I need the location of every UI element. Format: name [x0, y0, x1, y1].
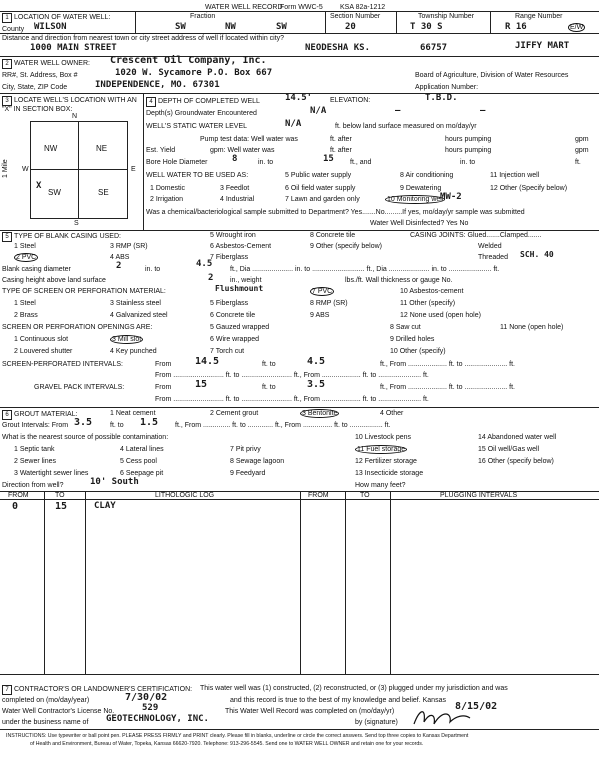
address-label: RR#, St. Address, Box # — [2, 72, 78, 79]
cert-signature-label: by (signature) — [355, 719, 398, 726]
contam-other[interactable]: 16 Other (specify below) — [478, 458, 554, 465]
grout-neat[interactable]: 1 Neat cement — [110, 410, 156, 417]
use-label: WELL WATER TO BE USED AS: — [146, 172, 249, 179]
cert-record-date: 8/15/02 — [455, 701, 498, 712]
open-continuous[interactable]: 1 Continuous slot — [14, 336, 69, 343]
owner-name: Crescent Oil Company, Inc. — [110, 55, 267, 66]
gravel-from-2: ft., From .................... ft. to ...................... ft. — [380, 384, 515, 391]
yield-gpm: gpm — [575, 147, 589, 154]
casing-diameter-in: in. to — [145, 266, 161, 273]
section-4-label: 4 DEPTH OF COMPLETED WELL — [146, 97, 260, 107]
cert-license: 529 — [142, 703, 159, 713]
township-label: Township Number — [418, 13, 475, 20]
use-domestic[interactable]: 1 Domestic — [150, 185, 186, 192]
range-label: Range Number — [515, 13, 563, 20]
ne-quadrant: NE — [96, 144, 108, 153]
pump-test-gpm: gpm — [575, 136, 589, 143]
se-quadrant: SE — [98, 188, 109, 197]
distance-zip: 66757 — [420, 43, 448, 53]
distance-address: 1000 MAIN STREET — [30, 43, 117, 53]
grout-other[interactable]: 4 Other — [380, 410, 404, 417]
screen-fiberglass[interactable]: 5 Fiberglass — [210, 300, 249, 307]
perf-from-label: From — [155, 361, 172, 368]
bore-label: Bore Hole Diameter — [146, 159, 208, 166]
gravel-to: 3.5 — [307, 379, 326, 390]
contam-insecticide[interactable]: 13 Insecticide storage — [355, 470, 424, 477]
bact-sample-label: Was a chemical/bacteriological sample submitted to Department? Yes.......No.........If yes, mo/day/yr sample was submitted — [146, 209, 525, 216]
section-2-label: 2 WATER WELL OWNER: — [2, 59, 90, 69]
perf-to-label: ft. to — [262, 361, 276, 368]
range-value: R 16 — [505, 22, 527, 32]
board-label: Board of Agriculture, Division of Water Resources — [415, 72, 569, 79]
contam-sewer[interactable]: 2 Sewer lines — [14, 458, 57, 465]
signature — [412, 704, 472, 728]
casing-steel[interactable]: 1 Steel — [14, 243, 36, 250]
gravel-from-label-2: From .......................... ft. to .......................... ft., From .................... ft. to ...................... ft. — [155, 396, 429, 403]
south-label: S — [74, 220, 79, 227]
owner-city: INDEPENDENCE, MO. 67301 — [95, 80, 220, 90]
log-header-to: TO — [55, 492, 65, 499]
screen-brass[interactable]: 2 Brass — [14, 312, 38, 319]
ksa-number: KSA 82a-1212 — [340, 4, 386, 11]
section-number: 20 — [345, 22, 356, 32]
grout-bentonite[interactable]: 3 Bentonite — [302, 410, 338, 417]
cert-record-label: This Water Well Record was completed on (mo/day/yr) — [225, 708, 395, 715]
distance-label: Distance and direction from nearest town or city street address of well if located within city? — [2, 35, 285, 42]
groundwater-2: — — [395, 106, 401, 116]
screen-material-label: TYPE OF SCREEN OR PERFORATION MATERIAL: — [2, 288, 166, 295]
log-header-from: FROM — [8, 492, 29, 499]
cert-completed-label: completed on (mo/day/year) — [2, 697, 90, 704]
screen-stainless[interactable]: 3 Stainless steel — [110, 300, 161, 307]
gravel-label: GRAVEL PACK INTERVALS: — [34, 384, 125, 391]
section-5-label: 5 TYPE OF BLANK CASING USED: — [2, 232, 121, 242]
log-header-lithologic: LITHOLOGIC LOG — [155, 492, 215, 499]
casing-height-in: in., weight — [230, 277, 262, 284]
static-label: WELL'S STATIC WATER LEVEL — [146, 123, 248, 130]
contam-seepage[interactable]: 6 Seepage pit — [120, 470, 164, 477]
contam-fertilizer[interactable]: 12 Fertilizer storage — [355, 458, 417, 465]
cert-completed: 7/30/02 — [125, 692, 168, 703]
perf-to: 4.5 — [307, 356, 326, 367]
nw-quadrant: NW — [44, 144, 58, 153]
section-3-label: 3 LOCATE WELL'S LOCATION WITH AN "X" IN SECTION BOX: — [2, 97, 137, 113]
screen-flush: Flushmount — [215, 284, 264, 293]
open-none[interactable]: 11 None (open hole) — [500, 324, 564, 331]
direction-label: Direction from well? — [2, 482, 64, 489]
bore-ft-and: ft., and — [350, 159, 372, 166]
fraction-1: SW — [175, 22, 186, 32]
use-lawn[interactable]: 7 Lawn and garden only — [285, 196, 360, 203]
screen-asbestos[interactable]: 10 Asbestos-cement — [400, 288, 464, 295]
yield-hours: hours pumping — [445, 147, 492, 154]
contam-fuel[interactable]: 11 Fuel storage — [357, 446, 406, 453]
township-value: T 30 S — [410, 22, 443, 32]
instructions-line-2: of Health and Environment, Bureau of Water, Topeka, Kansas 66620-7920. Telephone: 913-296-5545. Send one to WATER WELL OWNER and retain one for your records. — [30, 741, 424, 747]
contam-lagoon[interactable]: 8 Sewage lagoon — [230, 458, 285, 465]
contam-livestock[interactable]: 10 Livestock pens — [355, 434, 412, 441]
screen-abs[interactable]: 9 ABS — [310, 312, 330, 319]
contam-oil[interactable]: 15 Oil well/Gas well — [478, 446, 540, 453]
open-gauzed[interactable]: 5 Gauzed wrapped — [210, 324, 270, 331]
gravel-from: 15 — [195, 379, 208, 390]
log-header-plugging: PLUGGING INTERVALS — [440, 492, 518, 499]
screen-pvc[interactable]: 7 PVC — [312, 288, 333, 295]
how-many-label: How many feet? — [355, 482, 406, 489]
openings-label: SCREEN OR PERFORATION OPENINGS ARE: — [2, 324, 153, 331]
open-torch[interactable]: 7 Torch cut — [210, 348, 245, 355]
use-feedlot[interactable]: 3 Feedlot — [220, 185, 250, 192]
west-label: W — [22, 166, 29, 173]
contam-feedyard[interactable]: 9 Feedyard — [230, 470, 266, 477]
groundwater-label: Depth(s) Groundwater Encountered — [146, 110, 257, 117]
screen-other[interactable]: 11 Other (specify) — [400, 300, 456, 307]
bore-in-to-2: in. to — [460, 159, 476, 166]
perf-label: SCREEN-PERFORATED INTERVALS: — [2, 361, 123, 368]
perf-from-label-2: From .......................... ft. to .......................... ft., From .................... ft. to ...................... ft. — [155, 372, 429, 379]
application-label: Application Number: — [415, 84, 479, 91]
casing-height: 2 — [208, 273, 214, 283]
use-injection[interactable]: 11 Injection well — [490, 172, 540, 179]
disinfected-label: Water Well Disinfected? Yes No — [370, 220, 469, 227]
contam-pit[interactable]: 7 Pit privy — [230, 446, 261, 453]
bore-diameter: 8 — [232, 154, 238, 164]
casing-joints: CASING JOINTS: Glued.......Clamped....... — [410, 232, 542, 239]
log-row-from: 0 — [12, 501, 19, 512]
open-wire[interactable]: 6 Wire wrapped — [210, 336, 260, 343]
cert-business: GEOTECHNOLOGY, INC. — [106, 714, 209, 724]
casing-diameter-to: 4.5 — [196, 259, 213, 269]
pump-test-label: Pump test data: Well water was — [200, 136, 298, 143]
log-row-to: 15 — [55, 501, 68, 512]
perf-from-2: ft., From .................... ft. to ...................... ft. — [380, 361, 515, 368]
sw-quadrant: SW — [48, 188, 61, 197]
yield-after: ft. after — [330, 147, 352, 154]
section-7-label: 7 CONTRACTOR'S OR LANDOWNER'S CERTIFICATION: — [2, 685, 192, 695]
screen-galvanized[interactable]: 4 Galvanized steel — [110, 312, 168, 319]
casing-diameter-ft: ft., Dia ..................... in. to ........................... ft., Dia ..................... in. to ...................... ft. — [230, 266, 500, 273]
casing-weight: lbs./ft. Wall thickness or gauge No. — [345, 277, 453, 284]
open-sawcut[interactable]: 8 Saw cut — [390, 324, 421, 331]
bore-ft-2: ft. — [575, 159, 581, 166]
yield-label: Est. Yield — [146, 147, 176, 154]
casing-other[interactable]: 9 Other (specify below) — [310, 243, 382, 250]
groundwater-1: N/A — [310, 106, 327, 116]
open-key[interactable]: 4 Key punched — [110, 348, 157, 355]
use-industrial[interactable]: 4 Industrial — [220, 196, 255, 203]
distance-landmark: JIFFY MART — [515, 41, 570, 51]
casing-sch: SCH. 40 — [520, 250, 554, 259]
county-value: WILSON — [34, 22, 67, 32]
contam-cess[interactable]: 5 Cess pool — [120, 458, 157, 465]
section-6-label: 6 GROUT MATERIAL: — [2, 410, 78, 420]
casing-welded[interactable]: Welded — [478, 243, 502, 250]
fraction-2: NW — [225, 22, 236, 32]
screen-concrete[interactable]: 6 Concrete tile — [210, 312, 256, 319]
open-other[interactable]: 10 Other (specify) — [390, 348, 446, 355]
section-box[interactable] — [30, 121, 128, 219]
city-label: City, State, ZIP Code — [2, 84, 68, 91]
open-louvered[interactable]: 2 Louvered shutter — [14, 348, 73, 355]
mile-label: 1 Mile — [2, 159, 9, 178]
contam-lateral[interactable]: 4 Lateral lines — [120, 446, 164, 453]
contam-septic[interactable]: 1 Septic tank — [14, 446, 55, 453]
owner-address: 1020 W. Sycamore P.O. Box 667 — [115, 68, 273, 78]
use-dewatering[interactable]: 9 Dewatering — [400, 185, 442, 192]
elevation-value: T.B.D. — [425, 93, 458, 103]
use-public[interactable]: 5 Public water supply — [285, 172, 352, 179]
pump-test-after: ft. after — [330, 136, 352, 143]
static-value: N/A — [285, 119, 302, 129]
fraction-label: Fraction — [190, 13, 216, 20]
cert-license-label: Water Well Contractor's License No. — [2, 708, 115, 715]
use-irrigation[interactable]: 2 Irrigation — [150, 196, 184, 203]
log-row-desc: CLAY — [94, 501, 116, 511]
casing-fiberglass[interactable]: 7 Fiberglass — [210, 254, 249, 261]
direction-value: 10' South — [90, 477, 139, 487]
grout-to: 1.5 — [140, 417, 159, 428]
static-tail: ft. below land surface measured on mo/day/yr — [335, 123, 477, 130]
casing-wrought[interactable]: 5 Wrought iron — [210, 232, 256, 239]
casing-asbestos[interactable]: 6 Asbestos-Cement — [210, 243, 272, 250]
casing-rmp[interactable]: 3 RMP (SR) — [110, 243, 148, 250]
east-label: E — [131, 166, 136, 173]
casing-pvc[interactable]: 2 PVC — [16, 254, 37, 261]
perf-from: 14.5 — [195, 356, 220, 367]
grout-intervals-label: Grout Intervals: From — [2, 422, 69, 429]
gravel-from-label: From — [155, 384, 172, 391]
county-label: County — [2, 26, 25, 33]
range-direction: E/W — [570, 24, 584, 31]
use-air[interactable]: 8 Air conditioning — [400, 172, 454, 179]
grout-to-label: ft. to — [110, 422, 124, 429]
use-monitoring[interactable]: 10 Monitoring well — [387, 196, 444, 203]
monitoring-id: MW-2 — [440, 192, 462, 202]
fraction-3: SW — [276, 22, 287, 32]
pump-test-hours: hours pumping — [445, 136, 492, 143]
cert-line-2: and this record is true to the best of my knowledge and belief. Kansas — [230, 697, 446, 704]
casing-diameter-label: Blank casing diameter — [2, 266, 71, 273]
north-label: N — [72, 113, 78, 120]
casing-height-label: Casing height above land surface — [2, 277, 106, 284]
groundwater-3: — — [480, 106, 486, 116]
casing-threaded[interactable]: Threaded — [478, 254, 508, 261]
casing-concrete[interactable]: 8 Concrete tile — [310, 232, 356, 239]
contam-abandoned[interactable]: 14 Abandoned water well — [478, 434, 557, 441]
screen-none[interactable]: 12 None used (open hole) — [400, 312, 481, 319]
section-1-label: 1 LOCATION OF WATER WELL: — [2, 13, 110, 23]
well-x-mark: X — [36, 181, 42, 191]
contam-watertight[interactable]: 3 Watertight sewer lines — [14, 470, 89, 477]
distance-city: NEODESHA KS. — [305, 43, 371, 53]
log-header-from-2: FROM — [308, 492, 329, 499]
casing-abs[interactable]: 4 ABS — [110, 254, 130, 261]
use-oilfield[interactable]: 6 Oil field water supply — [285, 185, 356, 192]
open-drilled[interactable]: 9 Drilled holes — [390, 336, 435, 343]
yield-tail: gpm: Well water was — [210, 147, 275, 154]
log-header-to-2: TO — [360, 492, 370, 499]
screen-rmp[interactable]: 8 RMP (SR) — [310, 300, 348, 307]
contamination-label: What is the nearest source of possible contamination: — [2, 434, 169, 441]
cert-business-label: under the business name of — [2, 719, 89, 726]
grout-from-2: ft., From .............. ft. to ............. ft., From ............... ft. to ................. ft. — [175, 422, 391, 429]
form-number: Form WWC-5 — [280, 4, 323, 11]
form-title: WATER WELL RECORD — [205, 4, 283, 11]
grout-cement[interactable]: 2 Cement grout — [210, 410, 259, 417]
open-mill[interactable]: 3 Mill slot — [112, 336, 142, 343]
bore-depth: 15 — [323, 154, 334, 164]
bore-in-to: in. to — [258, 159, 274, 166]
elevation-label: ELEVATION: — [330, 97, 371, 104]
use-other[interactable]: 12 Other (Specify below) — [490, 185, 568, 192]
gravel-to-label: ft. to — [262, 384, 276, 391]
depth-value: 14.5' — [285, 93, 313, 103]
grout-from: 3.5 — [74, 417, 93, 428]
instructions-line-1: INSTRUCTIONS: Use typewriter or ball point pen. PLEASE PRESS FIRMLY and PRINT clearly. Please fill in blanks, underline or circle the correct answers. Send top three copies to Kansas Department — [6, 733, 469, 739]
section-number-label: Section Number — [330, 13, 381, 20]
casing-diameter: 2 — [116, 261, 122, 271]
cert-line-1: This water well was (1) constructed, (2) reconstructed, or (3) plugged under my jurisdiction and was — [200, 685, 508, 692]
screen-steel[interactable]: 1 Steel — [14, 300, 36, 307]
